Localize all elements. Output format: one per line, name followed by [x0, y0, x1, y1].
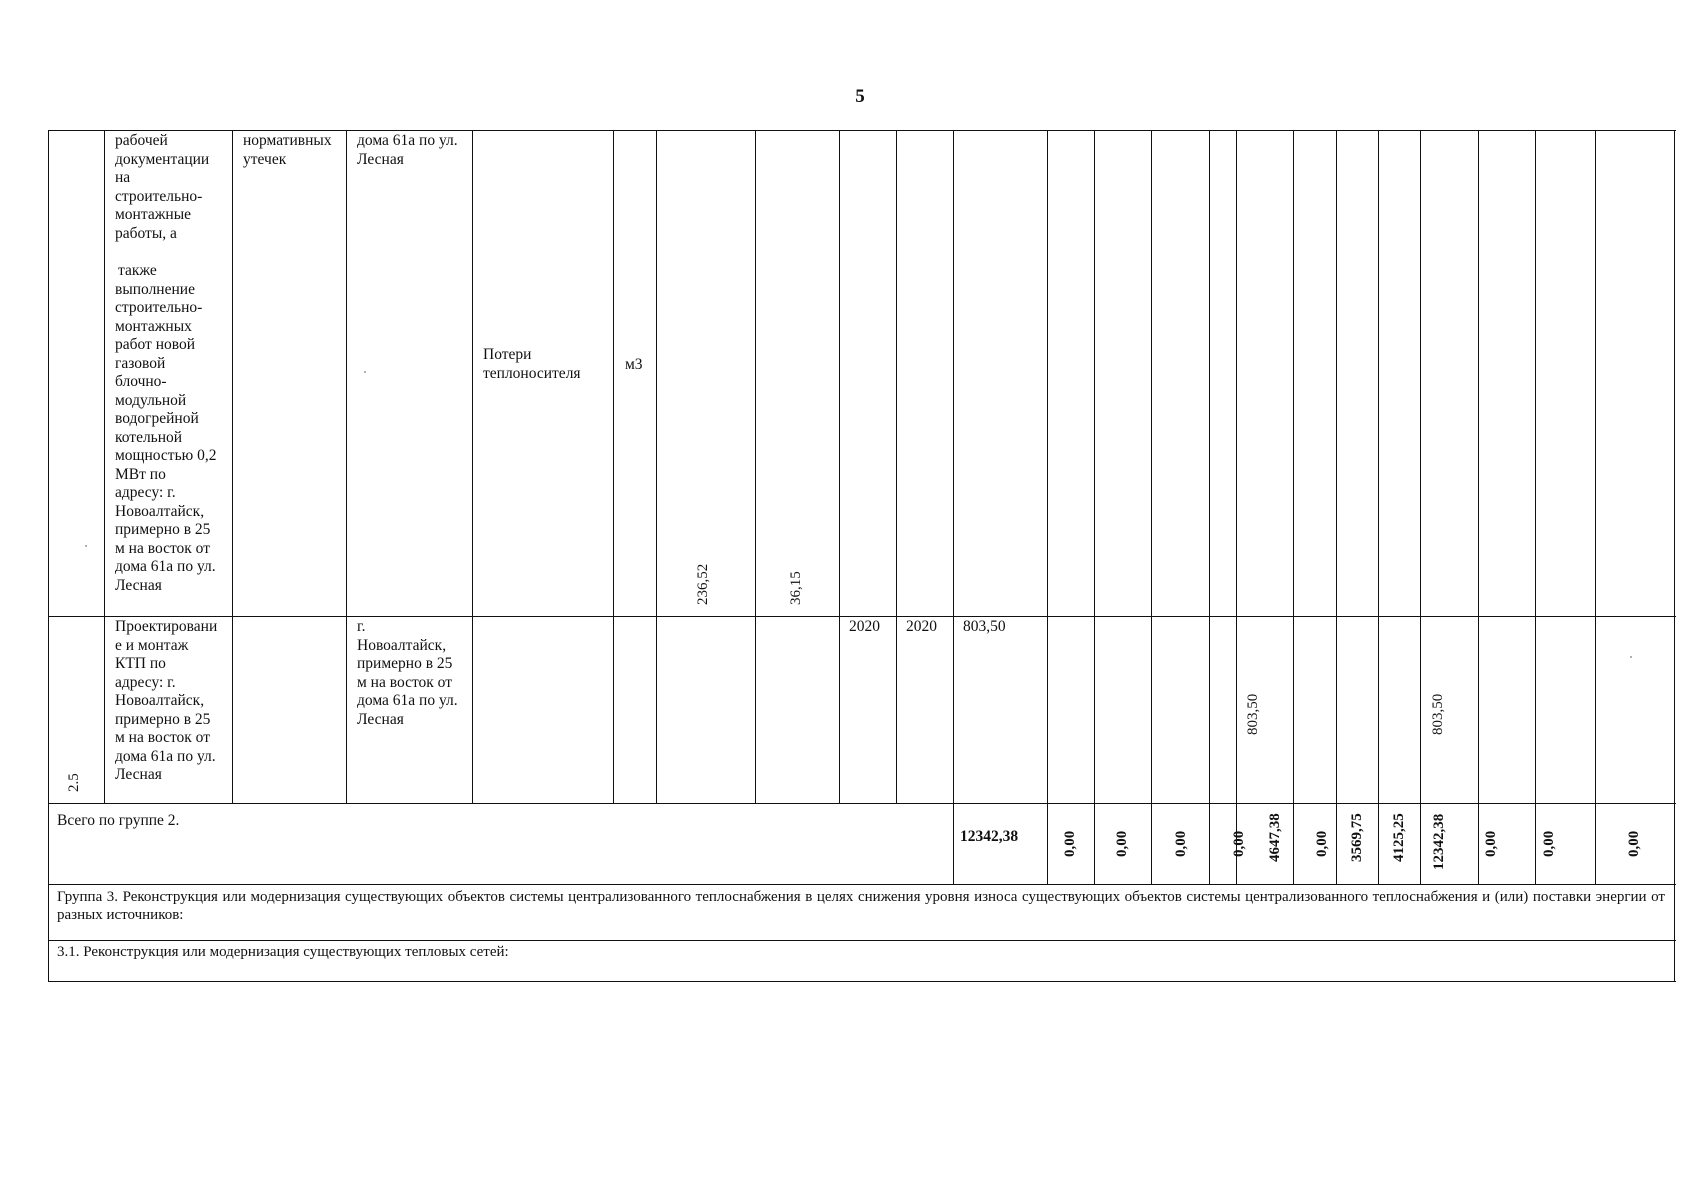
- row-b-location: г. Новоалтайск, примерно в 25 м на восток от дома 61а по ул. Лесная: [357, 618, 458, 728]
- row-a-name-part1: рабочей документации на строительно- монтажные работы, а: [115, 132, 210, 242]
- group-total-value: 0,00: [1483, 830, 1499, 857]
- investment-table: [48, 130, 1676, 983]
- group-total-value: 3569,75: [1349, 813, 1365, 862]
- row-b-value-col-b: 803,50: [1430, 693, 1446, 735]
- scan-speck: [1630, 656, 1632, 658]
- row-a-goal: нормативных утечек: [243, 132, 332, 168]
- row-b-name: Проектировани е и монтаж КТП по адресу: г. Новоалтайск, примерно в 25 м на восток от дома 61а по ул. Лесная: [115, 618, 218, 783]
- row-b-year-end: 2020: [906, 618, 937, 635]
- group-total-value: 0,00: [1626, 830, 1642, 857]
- group-total-value: 0,00: [1114, 830, 1130, 857]
- group-total-value: 0,00: [1173, 830, 1189, 857]
- scan-speck: [364, 371, 366, 373]
- row-a-value-before: 236,52: [695, 563, 711, 605]
- group-total-value: 0,00: [1541, 830, 1557, 857]
- row-a-unit: м3: [625, 356, 643, 373]
- row-b-value-col-a: 803,50: [1245, 693, 1261, 735]
- section-3-1-heading: 3.1. Реконструкция или модернизация существующих тепловых сетей:: [57, 944, 509, 960]
- group3-heading: Группа 3. Реконструкция или модернизация существующих объектов системы централизованного теплоснабжения в целях снижения уровня износа существующих объектов системы централизованного теплоснабжения и (или) поставки энергии от разных источников:: [57, 889, 1665, 923]
- row-a-name-part2: также выполнение строительно- монтажных работ новой газовой блочно- модульной водогрейной котельной мощностью 0,2 МВт по адресу: г. Новоалтайск, примерно в 25 м на восток от дома 61а по ул. Лесная: [115, 262, 217, 594]
- group-total-value: 4647,38: [1267, 813, 1283, 862]
- row-a-value-after: 36,15: [788, 571, 804, 605]
- group-total-value: 0,00: [1231, 830, 1247, 857]
- row-b-year-start: 2020: [849, 618, 880, 635]
- row-b-number: 2.5: [66, 773, 82, 792]
- group-total-value: 12342,38: [1431, 813, 1447, 870]
- page-number: 5: [855, 86, 865, 107]
- row-a-indicator: Потери теплоносителя: [483, 346, 581, 382]
- row-a-location: дома 61а по ул. Лесная: [357, 132, 458, 168]
- group-total-value: 0,00: [1062, 830, 1078, 857]
- group-total-sum: 12342,38: [960, 828, 1019, 845]
- group-total-label: Всего по группе 2.: [57, 812, 180, 829]
- group-total-value: 4125,25: [1391, 813, 1407, 862]
- scan-speck: [85, 545, 87, 547]
- group-total-value: 0,00: [1314, 830, 1330, 857]
- row-b-total: 803,50: [963, 618, 1006, 635]
